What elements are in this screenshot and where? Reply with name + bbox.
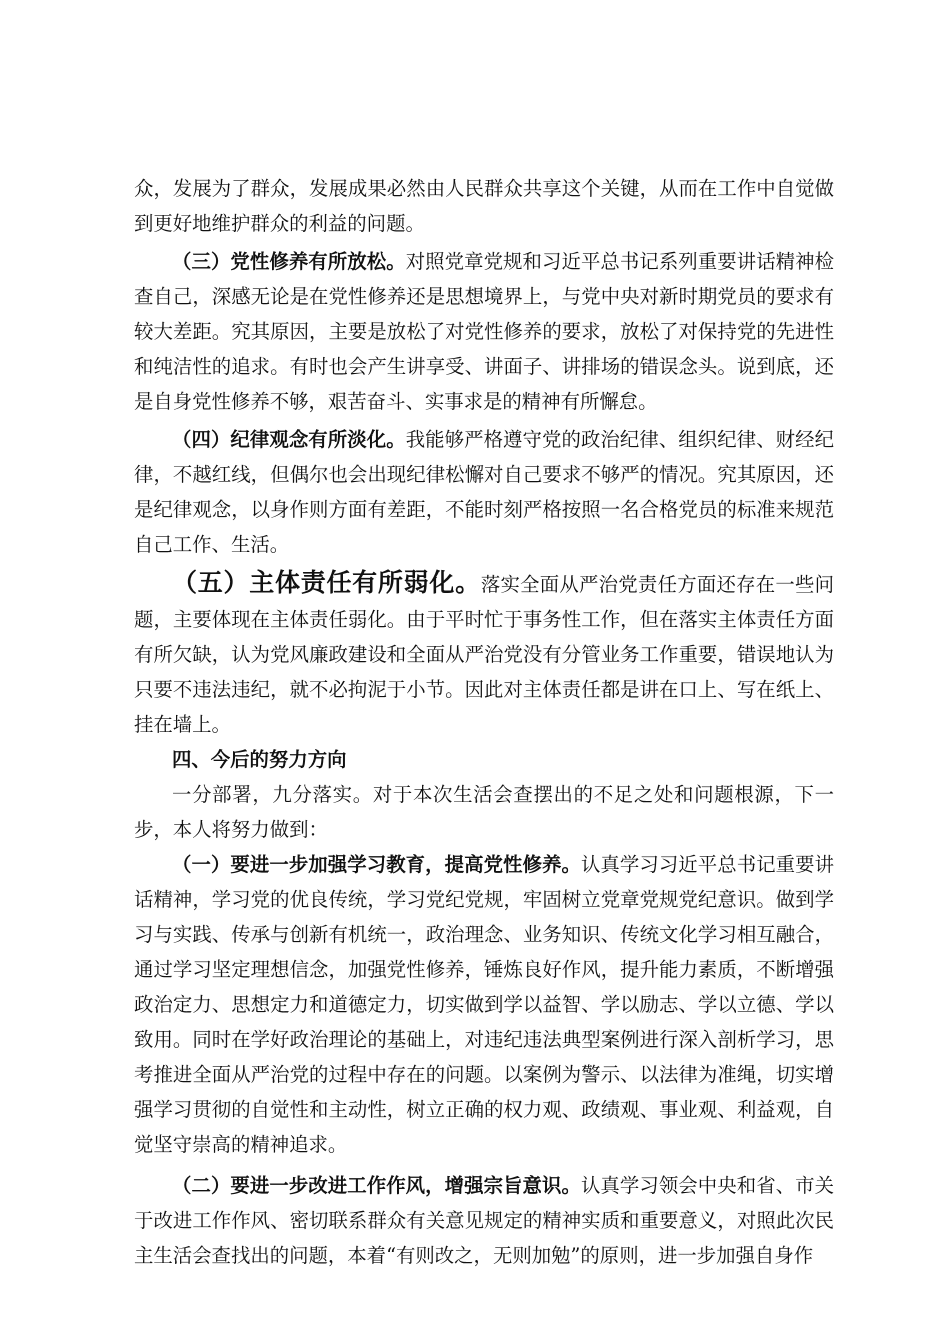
paragraph-lead: （四）纪律观念有所淡化。 [172,428,406,451]
paragraph-continuation [134,171,834,241]
paragraph-discipline [134,422,834,562]
paragraph-main-responsibility [134,565,834,742]
paragraph-text: 一分部署，九分落实。对于本次生活会查摆出的不足之处和问题根源，下一步，本人将努力做到： [134,783,834,841]
paragraph-party-cultivation [134,244,834,419]
paragraph-lead: （五）主体责任有所弱化。 [172,568,481,597]
section-heading-text: 四、今后的努力方向 [172,748,347,771]
paragraph-intro [134,777,834,847]
paragraph-text: 落实全面从严治党责任方面还存在一些问题，主要体现在主体责任弱化。由于平时忙于事务性工作，但在落实主体责任方面有所欠缺，认为党风廉政建设和全面从严治党没有分管业务工作重要，错误地认为只要不违法违纪，就不必拘泥于小节。因此对主体责任都是讲在口上、写在纸上、挂在墙上。 [134,573,834,736]
paragraph-text: 认真学习领会中央和省、市关于改进工作作风、密切联系群众有关意见规定的精神实质和重要意义，对照此次民主生活会查找出的问题，本着“有则改之，无则加勉”的原则，进一步加强自身作 [134,1174,835,1267]
paragraph-lead: （三）党性修养有所放松。 [172,250,406,273]
paragraph-text: 众，发展为了群众，发展成果必然由人民群众共享这个关键，从而在工作中自觉做到更好地维护群众的利益的问题。 [134,177,834,235]
paragraph-text: 对照党章党规和习近平总书记系列重要讲话精神检查自己，深感无论是在党性修养还是思想境界上，与党中央对新时期党员的要求有较大差距。究其原因，主要是放松了对党性修养的要求，放松了对保持党的先进性和纯洁性的追求。有时也会产生讲享受、讲面子、讲排场的错误念头。说到底，还是自身党性修养不够，艰苦奋斗、实事求是的精神有所懈怠。 [134,250,835,413]
document-page [134,171,834,1273]
paragraph-work-style [134,1168,834,1273]
paragraph-text: 我能够严格遵守党的政治纪律、组织纪律、财经纪律，不越红线，但偶尔也会出现纪律松懈对自己要求不够严的情况。究其原因，还是纪律观念，以身作则方面有差距，不能时刻严格按照一名合格党员的标准来规范自己工作、生活。 [134,428,835,556]
section-heading [134,742,834,777]
paragraph-study-education [134,847,834,1162]
paragraph-lead: （二）要进一步改进工作作风，增强宗旨意识。 [172,1174,581,1197]
paragraph-text: 认真学习习近平总书记重要讲话精神，学习党的优良传统，学习党纪党规，牢固树立党章党规党纪意识。做到学习与实践、传承与创新有机统一，政治理念、业务知识、传统文化学习相互融合，通过学习坚定理想信念，加强党性修养，锤炼良好作风，提升能力素质，不断增强政治定力、思想定力和道德定力，切实做到学以益智、学以励志、学以立德、学以致用。同时在学好政治理论的基础上，对违纪违法典型案例进行深入剖析学习，思考推进全面从严治党的过程中存在的问题。以案例为警示、以法律为准绳，切实增强学习贯彻的自觉性和主动性，树立正确的权力观、政绩观、事业观、利益观，自觉坚守崇高的精神追求。 [134,853,835,1156]
paragraph-lead: （一）要进一步加强学习教育，提高党性修养。 [172,853,581,876]
